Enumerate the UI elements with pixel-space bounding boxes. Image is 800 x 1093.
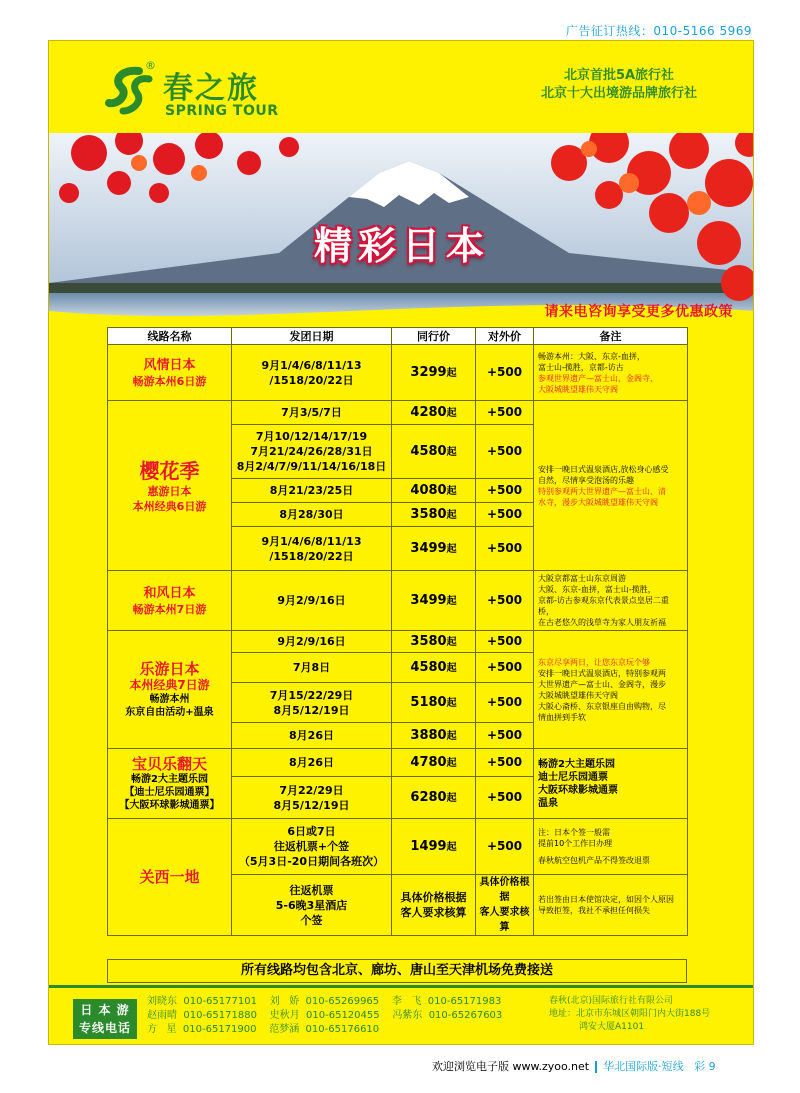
route-name: 乐游日本 [139, 659, 200, 678]
public-price: +500 [476, 819, 534, 875]
contact-bar [49, 985, 754, 1045]
note-line: 春秋航空包机产品不得签改退票 [538, 856, 650, 865]
note-line: 安排一晚日式温泉酒店,放松身心感受 [538, 464, 669, 474]
trade-price [392, 631, 476, 653]
trade-price [392, 401, 476, 425]
price-value: 4580 [410, 659, 447, 675]
public-price: +500 [476, 345, 534, 401]
route-cell [108, 749, 232, 819]
route-name: 和风日本 [143, 585, 196, 601]
price-value: 3580 [410, 633, 447, 649]
note-line: 自然，尽情享受泡汤的乐趣 [538, 475, 634, 485]
note-line: 迪士尼乐园通票 [538, 771, 608, 783]
public-price: +500 [476, 631, 534, 653]
route-cell [108, 401, 232, 571]
price-suffix: 起 [446, 509, 457, 521]
date-line: /1518/20/22日 [269, 549, 354, 563]
date-cell [232, 777, 392, 819]
note-line: 水寺，漫步大阪城眺望雄伟天守阁 [538, 497, 658, 507]
note-line: 大阪心斋桥、东京银座自由购物，尽 [538, 701, 666, 711]
price-note-line: 具体价格根据 [479, 877, 530, 903]
route-detail: 畅游2大主题乐园 [131, 773, 208, 785]
public-price: +500 [476, 503, 534, 527]
page-number: 彩 9 [694, 1060, 716, 1073]
price-suffix: 起 [446, 757, 457, 769]
company-address: 地址：北京市东城区朝阳门内大街188号 [549, 1009, 711, 1019]
price-suffix: 起 [446, 485, 457, 497]
trade-price [392, 345, 476, 401]
notes-cell [534, 345, 688, 401]
logo-chinese-name: 春之旅 [163, 71, 259, 106]
date-line: 9月1/4/6/8/11/13 [261, 534, 362, 548]
page-footer [432, 1058, 716, 1074]
note-line: 提前10个工作日办理 [538, 839, 613, 848]
price-suffix: 起 [446, 662, 457, 674]
route-subtitle: 本州经典7日游 [129, 677, 210, 692]
date-cell [232, 345, 392, 401]
price-suffix: 起 [446, 792, 457, 804]
date-cell: 9月2/9/16日 [232, 631, 392, 653]
route-name: 关西一地 [139, 867, 200, 886]
public-price: +500 [476, 479, 534, 503]
note-line: 在古老悠久的浅草寺为家人朋友祈福 [538, 618, 666, 627]
price-suffix: 起 [446, 697, 457, 709]
note-line: 温泉 [538, 797, 558, 809]
date-line: 6日或7日 [287, 825, 336, 838]
notes-cell [534, 749, 688, 819]
route-cell [108, 631, 232, 749]
route-subtitle: 畅游本州6日游 [132, 374, 207, 388]
trade-price [392, 503, 476, 527]
price-value: 4780 [410, 754, 447, 770]
agency-credentials [541, 67, 697, 103]
note-line: 大阪环球影城通票 [538, 784, 618, 796]
route-detail: 【大阪环球影城通票】 [119, 799, 220, 811]
price-value: 3580 [410, 506, 447, 522]
trade-price [392, 425, 476, 479]
route-detail: 畅游本州 [149, 693, 190, 705]
promo-text: 请来电咨询享受更多优惠政策 [544, 304, 733, 320]
footer-divider [595, 1061, 597, 1073]
trade-price [392, 479, 476, 503]
table-row [108, 345, 688, 401]
date-line: 往返机票 [289, 883, 334, 897]
company-name: 春秋(北京)国际旅行社有限公司 [549, 996, 674, 1006]
note-line: 东京尽享两日，让您东京玩个够 [538, 657, 650, 667]
notes-cell [534, 631, 688, 749]
price-suffix: 起 [446, 636, 457, 648]
header-trade-price: 同行价 [392, 328, 476, 345]
trade-price [392, 819, 476, 875]
route-name: 风情日本 [143, 357, 196, 373]
note-line: 特别参观两大世界遗产—富士山、清 [538, 486, 666, 496]
note-line: 参观世界遗产—富士山、金阁寺、 [538, 373, 658, 383]
table-row [108, 401, 688, 425]
notes-cell [534, 571, 688, 631]
date-line: 往返机票+个签 [273, 840, 350, 853]
date-line: 8月5/12/19日 [273, 703, 350, 717]
note-line: 大世界遗产—富士山、金阁寺，漫步 [538, 679, 666, 689]
note-line: 富士山-揽胜，京都-访古 [538, 362, 624, 372]
note-line: 大阪城眺望雄伟天守阁 [538, 384, 618, 394]
hotline-label-line: 专线电话 [78, 1021, 131, 1035]
date-cell: 8月26日 [232, 749, 392, 777]
notes-cell [534, 819, 688, 875]
route-cell [108, 819, 232, 936]
price-suffix: 起 [446, 367, 457, 379]
date-cell: 8月26日 [232, 723, 392, 749]
route-cell [108, 571, 232, 631]
note-line: 情血拼到手软 [538, 712, 586, 722]
public-price: +500 [476, 723, 534, 749]
header-public-price: 对外价 [476, 328, 534, 345]
price-suffix: 起 [446, 595, 457, 607]
note-line: 大阪、东京-血拼，富士山-揽胜， [538, 585, 656, 594]
spring-tour-logo [103, 59, 363, 123]
hotline-label-line: 日 本 游 [80, 1003, 130, 1017]
public-price: +500 [476, 571, 534, 631]
agency-line-2: 北京十大出境游品牌旅行社 [540, 86, 697, 101]
route-subtitle: 畅游本州7日游 [132, 602, 207, 616]
hotline-label [73, 999, 137, 1039]
public-price: +500 [476, 425, 534, 479]
date-cell [232, 425, 392, 479]
notes-cell [534, 875, 688, 936]
route-cell [108, 345, 232, 401]
contact-row: 方 星 010-65171900 范梦涵 010-65176610 [147, 1024, 380, 1035]
price-suffix: 起 [446, 446, 457, 458]
date-line: 7月21/24/26/28/31日 [250, 445, 373, 458]
note-line: 大阪京都富士山东京周游 [538, 574, 626, 583]
date-cell: 8月28/30日 [232, 503, 392, 527]
trade-price [392, 875, 476, 936]
public-price: +500 [476, 653, 534, 683]
public-price: +500 [476, 777, 534, 819]
price-value: 6280 [410, 789, 447, 805]
price-value: 4080 [410, 482, 447, 498]
route-subtitle: 本州经典6日游 [132, 499, 207, 513]
trade-price [392, 683, 476, 723]
table-row [108, 749, 688, 777]
public-price: +500 [476, 527, 534, 571]
date-line: 7月22/29日 [279, 783, 344, 797]
trade-price [392, 723, 476, 749]
trade-price [392, 777, 476, 819]
note-line: 大阪城眺望雄伟天守阁 [538, 690, 618, 700]
company-address: 鸿安大厦A1101 [579, 1022, 645, 1032]
trade-price [392, 527, 476, 571]
route-name: 宝贝乐翻天 [131, 754, 207, 773]
trade-price [392, 571, 476, 631]
price-value: 3880 [410, 727, 447, 743]
note-line: 导致拒签，我社不承担任何损失 [538, 906, 650, 915]
price-value: 4580 [410, 443, 447, 459]
contact-row: 赵雨晴 010-65171880 史秋月 010-65120455 冯紫东 010-65267603 [147, 1010, 503, 1021]
tour-price-table [107, 327, 688, 936]
date-line: 7月15/22/29日 [269, 688, 354, 702]
website-link[interactable]: 欢迎浏览电子版 www.zyoo.net [432, 1060, 590, 1073]
registered-mark: ® [145, 59, 156, 72]
route-name: 樱花季 [139, 458, 200, 483]
table-row [108, 571, 688, 631]
agency-line-1: 北京首批5A旅行社 [563, 68, 675, 83]
banner-title: 精彩日本 [313, 224, 490, 268]
trade-price [392, 749, 476, 777]
price-suffix: 起 [446, 407, 457, 419]
date-cell: 7月8日 [232, 653, 392, 683]
contact-row: 刘晓东 010-65177101 刘 娇 010-65269965 李 飞 010-65171983 [147, 996, 502, 1007]
date-line: 9月1/4/6/8/11/13 [261, 358, 362, 372]
date-cell: 7月3/5/7日 [232, 401, 392, 425]
note-line: 若出签由日本使馆决定，如因个人原因 [538, 895, 674, 904]
contact-list [147, 995, 502, 1037]
company-info [549, 995, 710, 1034]
public-price: +500 [476, 401, 534, 425]
date-line: 8月5/12/19日 [273, 798, 350, 812]
price-value: 5180 [410, 694, 447, 710]
trade-price [392, 653, 476, 683]
price-suffix: 起 [446, 543, 457, 555]
note-line: 安排一晚日式温泉酒店，特别参观两 [538, 668, 666, 678]
notes-cell [534, 401, 688, 571]
date-cell [232, 683, 392, 723]
date-cell [232, 875, 392, 936]
advertisement-page [48, 40, 754, 1045]
public-price [476, 875, 534, 936]
date-cell: 9月2/9/16日 [232, 571, 392, 631]
price-note-line: 具体价格根据 [400, 891, 467, 904]
public-price: +500 [476, 749, 534, 777]
note-line: 畅游本州：大阪、东京-血拼， [538, 351, 645, 361]
date-cell: 8月21/23/25日 [232, 479, 392, 503]
price-note-line: 客人要求核算 [400, 906, 467, 919]
price-value: 1499 [410, 838, 447, 854]
header-dates: 发团日期 [232, 328, 392, 345]
date-cell [232, 819, 392, 875]
date-line: 5-6晚3星酒店 [275, 898, 348, 912]
table-row [108, 819, 688, 875]
route-detail: 东京自由活动+温泉 [125, 706, 214, 718]
date-line: /1518/20/22日 [269, 373, 354, 387]
price-suffix: 起 [446, 841, 457, 853]
table-header-row [108, 328, 688, 345]
public-price: +500 [476, 683, 534, 723]
date-line: 7月10/12/14/17/19 [255, 430, 368, 443]
route-detail: 【迪士尼乐园通票】 [124, 786, 215, 798]
date-line: 8月2/4/7/9/11/14/16/18日 [236, 460, 387, 473]
logo-english-name: SPRING TOUR [165, 103, 279, 119]
price-value: 3299 [410, 364, 447, 380]
price-value: 3499 [410, 592, 447, 608]
price-value: 4280 [410, 404, 447, 420]
price-note-line: 客人要求核算 [479, 907, 530, 933]
header-notes: 备注 [534, 328, 688, 345]
route-subtitle: 惠游日本 [147, 484, 192, 498]
date-line: 个签 [300, 913, 323, 927]
date-line: （5月3日-20日期间各班次） [238, 855, 385, 868]
date-cell [232, 527, 392, 571]
note-line: 畅游2大主题乐园 [538, 758, 615, 770]
ad-hotline: 广告征订热线：010-5166 5969 [565, 24, 752, 38]
note-line: 京都-访古参观东京代表景点皇居二重桥， [538, 596, 669, 616]
free-transfer-note: 所有线路均包含北京、廊坊、唐山至天津机场免费接送 [107, 959, 687, 983]
price-value: 3499 [410, 540, 447, 556]
note-line: 注：日本个签一般需 [538, 828, 610, 837]
header-route: 线路名称 [108, 328, 232, 345]
price-suffix: 起 [446, 730, 457, 742]
edition-label: 华北国际版·短线 [603, 1060, 684, 1073]
table-row [108, 631, 688, 653]
